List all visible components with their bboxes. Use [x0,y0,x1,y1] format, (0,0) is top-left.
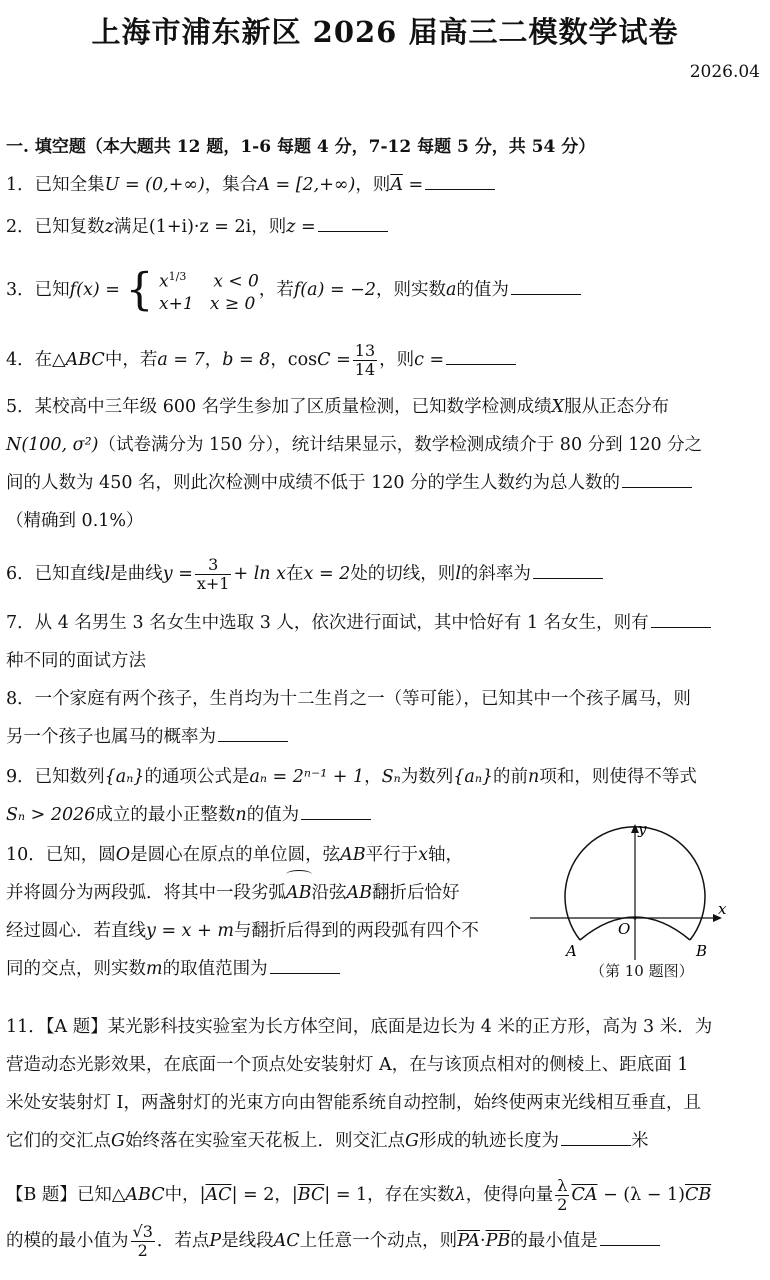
math-expr: + ln x [233,564,287,584]
question-5 [6,388,762,540]
q-text: 已知△ [76,1185,126,1205]
q-text: 沿弦 [311,883,347,903]
answer-blank[interactable] [301,801,371,820]
q-text: ，则 [379,350,415,370]
q-text: ，使得向量 [465,1185,554,1205]
math-expr: (1+i)·z = 2i [148,217,252,237]
q-text: 的通项公式是 [144,767,250,787]
answer-blank[interactable] [218,723,288,742]
answer-blank[interactable] [600,1227,660,1246]
q-text: ，cos [270,350,318,370]
vector: $\overline{CA}$ [571,1185,598,1205]
math-expr: X [551,397,565,417]
q-text: 轴， [428,845,464,865]
q-text: ，集合 [204,175,258,195]
piecewise-function [125,262,258,319]
q-text: 已知直线 [34,564,105,584]
numerator: 13 [354,341,376,360]
math-expr: G [111,1131,125,1151]
q-number: 9． [6,767,35,787]
math-expr: m [146,959,163,979]
q-text: 已知数列 [34,767,105,787]
q10-line-1 [6,836,515,874]
q-text: 某光影科技实验室为长方体空间，底面是边长为 4 米的正方形，高为 3 米．为 [107,1017,713,1037]
condition: x < 0 [213,272,259,293]
q7-line-1 [6,604,762,642]
fraction [555,1177,569,1214]
math-expr: x [418,845,429,865]
fraction [353,342,377,379]
math-expr: y = [162,564,193,584]
math-expr: {aₙ} [453,767,494,787]
q-number: 7． [6,613,35,633]
exponent: 1/3 [168,270,187,284]
q-text: 已知全集 [34,175,105,195]
numerator: 3 [195,556,232,575]
q-text: | = 2，| [231,1185,298,1205]
piece-list [159,266,259,315]
answer-blank[interactable] [622,469,692,488]
q-text: （试卷满分为 150 分），统计结果显示，数学检测成绩介于 80 分到 120 分之 [98,435,703,455]
q-text: 始终落在实验室天花板上．则交汇点 [124,1131,405,1151]
math-expr: a = 7 [157,350,205,370]
figure-q10 [520,820,760,990]
q5-line-3 [6,464,762,502]
math-expr: Sₙ [381,767,401,787]
q5-line-1 [6,388,762,426]
math-expr: l [455,564,461,584]
math-expr: N(100, σ²) [6,435,99,455]
vector: $\overline{CB}$ [684,1185,712,1205]
figure-caption: （第 10 题图） [590,962,694,980]
math-expr: λ [454,1185,466,1205]
q-text: 间的人数为 450 名，则此次检测中成绩不低于 120 分的学生人数约为总人数的 [6,473,621,493]
math-expr: AC [273,1231,300,1251]
numerator: λ [555,1177,569,1196]
answer-blank[interactable] [511,276,581,295]
q11-line-3: 米处安装射灯 I，两盏射灯的光束方向由智能系统自动控制，始终使两束光线相互垂直，且 [6,1093,701,1113]
answer-blank[interactable] [533,560,603,579]
q-number: 5． [6,397,35,417]
condition: x ≥ 0 [209,294,256,315]
math-expr: x = 2 [303,564,351,584]
q-text: 的前 [493,767,529,787]
q-text: 的值为 [246,805,300,825]
q-text: 的斜率为 [460,564,531,584]
q-text: 中，若 [104,350,158,370]
math-expr: aₙ = 2ⁿ⁻¹ + 1 [249,767,365,787]
q-text: ，则实数 [375,280,446,300]
q-text: 的值为 [456,280,509,300]
piece-1 [159,266,259,293]
q-text: ，则 [355,175,391,195]
q-text: 经过圆心．若直线 [6,921,146,941]
q-number: 8． [6,689,35,709]
q5-line-4: （精确到 0.1%） [6,511,144,531]
math-expr: {aₙ} [104,767,145,787]
q-number: 1． [6,175,35,195]
q-text: 的模的最小值为 [6,1231,129,1251]
vector: $\overline{PA}$ [457,1231,480,1251]
question-2 [6,208,762,246]
q8-line-1 [6,680,762,718]
q-text: ，若 [258,280,294,300]
q11b-line-1 [6,1172,762,1218]
q-number: 2． [6,217,35,237]
question-11b [6,1172,762,1264]
unit-text: 米 [630,1131,649,1151]
label-x: x [718,900,727,918]
q-text: ，则 [251,217,287,237]
q-number: 3． [6,280,35,300]
vector: $\overline{PB}$ [485,1231,511,1251]
q-text: 在△ [34,350,66,370]
piece-2 [159,293,259,315]
question-1 [6,166,762,204]
sub-question-tag: 【B 题】 [6,1185,77,1205]
q-text: 是圆心在原点的单位圆，弦 [130,845,341,865]
math-expr: x+1 [159,294,194,315]
q10-line-3 [6,912,515,950]
q-text: 上任意一个动点，则 [299,1231,458,1251]
math-expr: − (λ − 1) [597,1185,685,1205]
label-b: B [696,942,708,960]
q-number: 6． [6,564,35,584]
exam-title: 上海市浦东新区 2026 届高三二模数学试卷 [91,15,679,49]
q-text: 它们的交汇点 [6,1131,111,1151]
q-text: 已知，圆 [45,845,116,865]
denominator: 14 [354,360,376,379]
q-text: 并将圆分为两段弧．将其中一段劣弧 [6,883,286,903]
q11-line-1 [6,1008,762,1046]
q-text: 服从正态分布 [564,397,670,417]
q-text: = [402,175,424,195]
sub-question-tag: 【A 题】 [45,1017,108,1037]
answer-blank[interactable] [446,346,516,365]
q-text: 是曲线 [110,564,163,584]
q-text: 已知复数 [34,217,105,237]
math-expr: G [404,1131,419,1151]
vector: $\overline{BC}$ [297,1185,325,1205]
math-expr: f(a) = −2 [293,280,376,300]
q-text: 一个家庭有两个孩子，生肖均为十二生肖之一（等可能），已知其中一个孩子属马，则 [34,689,691,709]
q-text: | = 1，存在实数 [324,1185,455,1205]
answer-blank[interactable] [651,609,711,628]
q-text: 是线段 [221,1231,274,1251]
q9-line-1 [6,758,762,796]
q-text: 为数列 [400,767,454,787]
question-10 [6,836,515,988]
answer-blank[interactable] [425,171,495,190]
answer-blank[interactable] [270,955,340,974]
math-expr: O [115,845,131,865]
q10-line-4 [6,950,515,988]
math-expr: n [528,767,540,787]
q-text: 与翻折后得到的两段弧有四个不 [233,921,479,941]
q-number: 4． [6,350,35,370]
math-expr: ABC [125,1185,165,1205]
question-4 [6,338,762,382]
fraction [195,556,232,593]
math-expr: a [445,280,457,300]
math-expr: l [104,564,111,584]
q8-line-2 [6,718,762,756]
math-expr: n [235,805,247,825]
q-text: 中，| [164,1185,206,1205]
origin-point [633,916,636,919]
q-text: 同的交点，则实数 [6,959,146,979]
question-11 [6,1008,762,1160]
q-text: 已知 [34,280,70,300]
brace-glyph: { [125,264,154,316]
q-number: 11． [6,1017,46,1037]
vector: $\overline{AC}$ [205,1185,232,1205]
answer-blank[interactable] [561,1127,631,1146]
math-expr: U = (0,+∞) [104,175,205,195]
denominator: x+1 [196,574,230,593]
fraction [131,1223,155,1260]
q-text: 处的切线，则 [350,564,456,584]
answer-blank[interactable] [318,213,388,232]
math-expr: P [209,1231,222,1251]
math-expr: b = 8 [222,350,271,370]
q-text: 平行于 [365,845,419,865]
label-a: A [566,942,577,960]
q-text: 另一个孩子也属马的概率为 [6,727,216,747]
math-expr: ABC [65,350,105,370]
q11-line-2: 营造动态光影效果，在底面一个顶点处安装射灯 A，在与该顶点相对的侧棱上、距底面 1 [6,1055,689,1075]
math-expr: Sₙ > 2026 [6,805,96,825]
q7-line-2: 种不同的面试方法 [6,651,146,671]
label-y: y [638,820,647,838]
denominator: 2 [557,1195,568,1214]
section-heading: 一. 填空题（本大题共 12 题，1-6 每题 4 分，7-12 每题 5 分，共 54 分） [6,137,596,157]
q10-line-2 [6,874,515,912]
q-text: 的取值范围为 [162,959,268,979]
q-text: 满足 [113,217,149,237]
question-7 [6,604,762,680]
arc-symbol: AB [286,874,312,912]
q-text: 某校高中三年级 600 名学生参加了区质量检测，已知数学检测成绩 [34,397,552,417]
math-expr: AB [346,883,372,903]
q-text: ， [364,767,382,787]
question-8 [6,680,762,756]
q11b-line-2 [6,1218,762,1264]
q-text: 在 [286,564,304,584]
q-text: 项和，则使得不等式 [539,767,697,787]
numerator: √3 [132,1222,153,1241]
q-text: 成立的最小正整数 [95,805,236,825]
math-expr: C = [317,350,351,370]
q-text: 形成的轨迹长度为 [418,1131,559,1151]
math-expr: z = [286,217,316,237]
math-expr: AB [340,845,366,865]
q-text: 的最小值是 [510,1231,598,1251]
q-text: ， [204,350,223,370]
q-text: 翻折后恰好 [372,883,460,903]
exam-date: 2026.04 [689,62,760,82]
q-text: 从 4 名男生 3 名女生中选取 3 人，依次进行面试，其中恰好有 1 名女生，则有 [34,613,649,633]
math-expr: $\overline{A}$ [390,175,403,195]
q11-line-4 [6,1122,762,1160]
question-3 [6,262,762,319]
math-expr: · [480,1231,486,1251]
math-expr: f(x) = [69,280,120,300]
label-origin: O [618,920,631,938]
q-number: 10． [6,845,46,865]
denominator: 2 [137,1241,148,1260]
math-expr: x [159,272,169,293]
math-expr: y = x + m [146,921,234,941]
q-text: ．若点 [156,1231,210,1251]
question-6 [6,552,762,596]
math-expr: z [104,217,114,237]
math-expr: c = [414,350,445,370]
q5-line-2 [6,426,762,464]
math-expr: A = [2,+∞) [257,175,356,195]
